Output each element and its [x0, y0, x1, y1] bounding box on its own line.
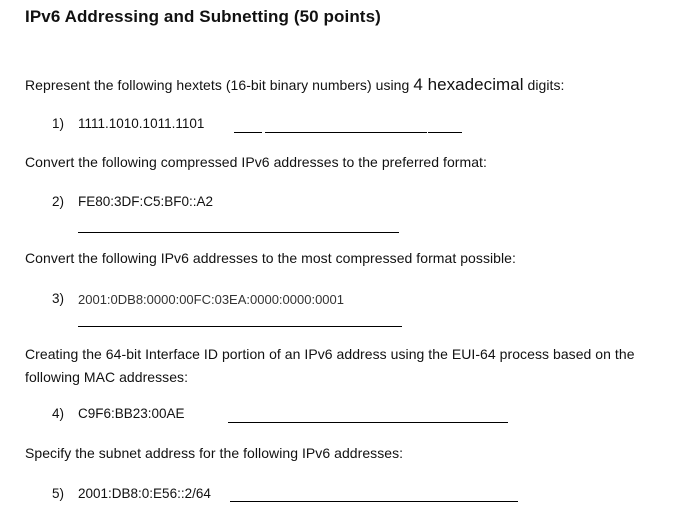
- instruction-eui64-line1: Creating the 64-bit Interface ID portion of an IPv6 address using the EUI-64 process based on the: [25, 346, 635, 362]
- instruction-hextets-emphasis: 4 hexadecimal: [413, 75, 524, 94]
- answer-line-1-tail: [428, 132, 462, 133]
- answer-line-4[interactable]: [228, 422, 508, 423]
- question-3-text: 2001:0DB8:0000:00FC:03EA:0000:0000:0001: [78, 292, 344, 307]
- question-1-number: 1): [52, 116, 65, 131]
- answer-line-1-short: [234, 132, 262, 133]
- instruction-hextets-prefix: Represent the following hextets (16-bit binary numbers) using: [25, 77, 414, 93]
- answer-line-3[interactable]: [78, 326, 402, 327]
- instruction-compressed-format: Convert the following IPv6 addresses to the most compressed format possible:: [25, 250, 516, 266]
- answer-line-1[interactable]: [265, 132, 427, 133]
- question-4-number: 4): [52, 406, 65, 421]
- instruction-subnet-address: Specify the subnet address for the following IPv6 addresses:: [25, 445, 404, 461]
- question-2-number: 2): [52, 194, 65, 209]
- instruction-hextets-suffix: digits:: [523, 77, 565, 93]
- question-2-text: FE80:3DF:C5:BF0::A2: [78, 194, 214, 209]
- page-title: IPv6 Addressing and Subnetting (50 points): [25, 7, 381, 26]
- question-5-number: 5): [52, 486, 65, 501]
- question-1-text: 1111.1010.1011.1101: [78, 116, 205, 131]
- question-4-text: C9F6:BB23:00AE: [78, 406, 185, 421]
- answer-line-2[interactable]: [78, 232, 399, 233]
- question-3-number: 3): [52, 291, 65, 306]
- instruction-preferred-format: Convert the following compressed IPv6 addresses to the preferred format:: [25, 154, 487, 170]
- question-5-text: 2001:DB8:0:E56::2/64: [78, 486, 211, 501]
- answer-line-5[interactable]: [230, 501, 518, 502]
- instruction-eui64-line2: following MAC addresses:: [25, 369, 189, 385]
- instruction-hextets: [25, 75, 564, 95]
